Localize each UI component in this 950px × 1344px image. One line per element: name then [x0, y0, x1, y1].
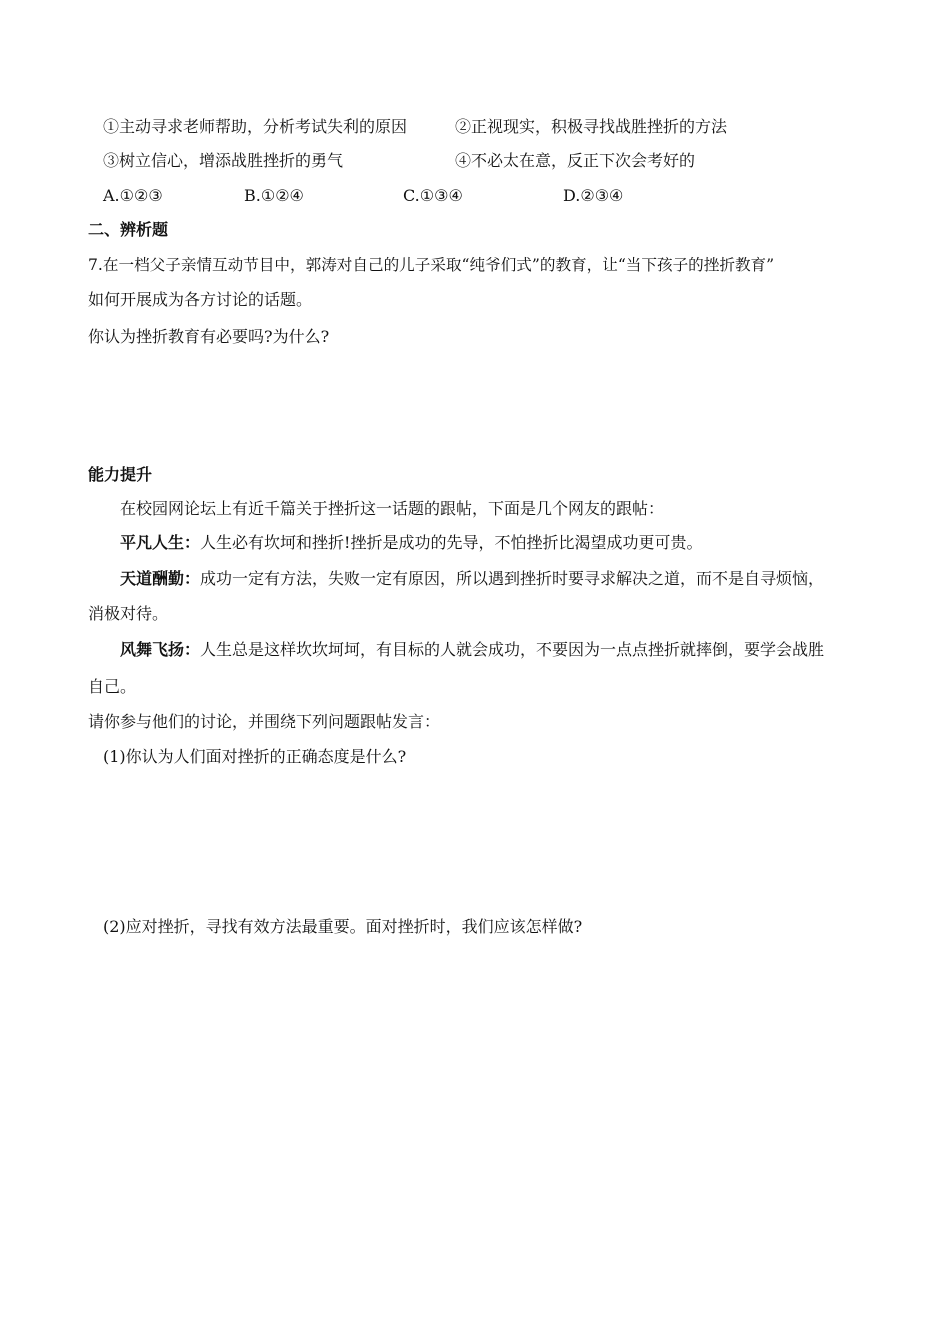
question-7-line-1: 7.在一档父子亲情互动节目中，郭涛对自己的儿子采取“纯爷们式”的教育，让“当下孩子的挫折教育” [88, 256, 775, 274]
option-b: B.①②④ [244, 186, 304, 205]
section-heading-ability: 能力提升 [88, 465, 153, 484]
choice-item-1: ①主动寻求老师帮助，分析考试失利的原因 [103, 117, 408, 136]
forum-post-1 [120, 532, 702, 554]
question-7-line-2: 如何开展成为各方讨论的话题。 [88, 290, 313, 309]
post-1-text: 人生必有坎坷和挫折!挫折是成功的先导，不怕挫折比渴望成功更可贵。 [200, 533, 703, 552]
sub-question-2: (2)应对挫折，寻找有效方法最重要。面对挫折时，我们应该怎样做? [103, 917, 583, 936]
discussion-prompt: 请你参与他们的讨论，并围绕下列问题跟帖发言： [88, 712, 441, 731]
post-2-author: 天道酬勤： [120, 569, 201, 588]
choice-item-2: ②正视现实，积极寻找战胜挫折的方法 [455, 117, 728, 136]
choice-item-4: ④不必太在意，反正下次会考好的 [455, 151, 696, 170]
forum-intro: 在校园网论坛上有近千篇关于挫折这一话题的跟帖，下面是几个网友的跟帖： [120, 499, 665, 518]
forum-post-3 [120, 639, 824, 661]
forum-post-2 [120, 568, 824, 590]
sub-question-1: (1)你认为人们面对挫折的正确态度是什么? [103, 747, 407, 766]
option-d: D.②③④ [563, 186, 624, 205]
option-a: A.①②③ [103, 186, 163, 205]
post-3-author: 风舞飞扬： [120, 640, 201, 659]
post-3-text: 人生总是这样坎坎坷坷，有目标的人就会成功，不要因为一点点挫折就摔倒，要学会战胜 [200, 640, 825, 659]
section-heading-analysis: 二、辨析题 [88, 220, 169, 239]
post-2-text: 成功一定有方法，失败一定有原因，所以遇到挫折时要寻求解决之道，而不是自寻烦恼， [200, 569, 825, 588]
forum-post-2-continued: 消极对待。 [88, 604, 169, 623]
choice-item-3: ③树立信心，增添战胜挫折的勇气 [103, 151, 344, 170]
question-7-prompt: 你认为挫折教育有必要吗?为什么? [88, 327, 330, 346]
post-1-author: 平凡人生： [120, 533, 201, 552]
option-c: C.①③④ [403, 186, 463, 205]
forum-post-3-continued: 自己。 [88, 677, 137, 696]
